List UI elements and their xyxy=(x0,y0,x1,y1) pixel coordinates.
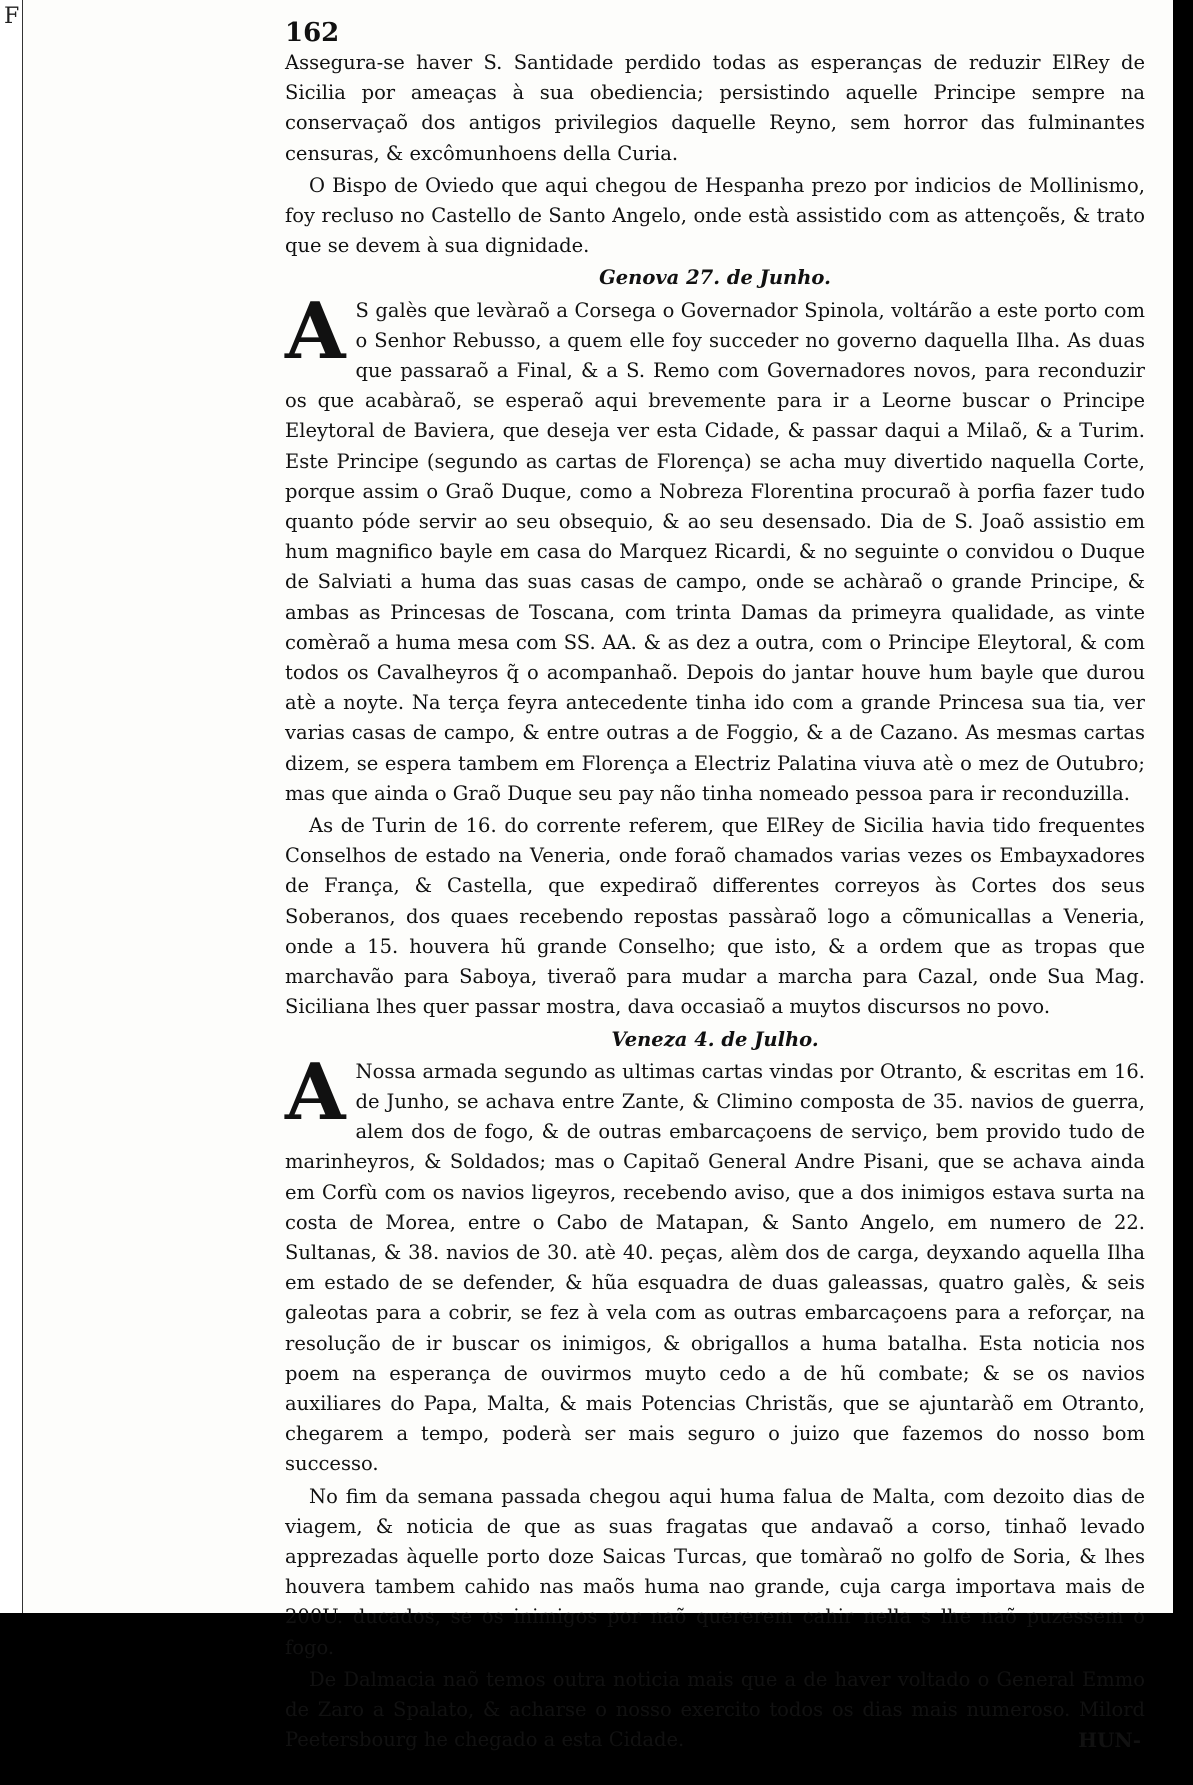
genova-paragraph-1-text: S galès que levàraõ a Corsega o Governador Spinola, voltárão a este porto com o Senhor Rebusso, a quem elle foy succeder no governo daquella Ilha. As duas que passaraõ a Final, & a S. Remo com Governadores novos, para reconduzir os que acabàraõ, se esperaõ aqui brevemente para ir a Leorne buscar o Principe Eleytoral de Baviera, que deseja ver esta Cidade, & passar daqui a Milaõ, & a Turim. Este Principe (segundo as cartas de Florença) se acha muy divertido naquella Corte, porque assim o Graõ Duque, como a Nobreza Florentina procuraõ à porfia fazer tudo quanto póde servir ao seu obsequio, & ao seu desensado. Dia de S. Joaõ assistio em hum magnifico bayle em casa do Marquez Ricardi, & no seguinte o convidou o Duque de Salviati a huma das suas casas de campo, onde se achàraõ o grande Principe, & ambas as Princesas de Toscana, com trinta Damas da primeyra qualidade, as vinte comèraõ a huma mesa com SS. AA. & as dez a outra, com o Principe Eleytoral, & com todos os Cavalheyros q̃ o acompanhaõ. Depois do jantar houve hum bayle que durou atè a noyte. Na terça feyra antecedente tinha ido com a grande Princesa sua tia, ver varias casas de campo, & entre outras a de Foggio, & a de Cazano. As mesmas cartas dizem, se espera tambem em Florença a Electriz Palatina viuva atè o mez de Outubro; mas que ainda o Graõ Duque seu pay não tinha nomeado pessoa para ir reconduzilla. xyxy=(285,298,1145,805)
genova-paragraph-1 xyxy=(285,285,1145,809)
veneza-paragraph-2: No fim da semana passada chegou aqui huma falua de Malta, com dezoito dias de viagem, & noticia de que as suas fragatas que andavaõ a corso, tinhaõ levado apprezadas àquelle porto doze Saicas Turcas, que tomàraõ no golfo de Soria, & lhes houvera tambem cahido nas maõs huma nao grande, cuja carga importava mais de 200U. ducados, se os inimigos por naõ quererem cahir nella s lhe naõ puzessem o fogo. xyxy=(285,1484,1145,1659)
roma-paragraph-1: Assegura-se haver S. Santidade perdido todas as esperanças de reduzir ElRey de Sicilia por ameaças à sua obediencia; persistindo aquelle Principe sempre na conservaçaõ dos antigos privilegios daquelle Reyno, sem horror das fulminantes censuras, & excômunhoens della Curia. xyxy=(285,51,1145,165)
catchword: HUN- xyxy=(1078,1728,1141,1753)
newspaper-page xyxy=(22,0,1173,1753)
page-content xyxy=(285,18,1145,1785)
left-margin xyxy=(0,0,22,1613)
roma-paragraph-2: O Bispo de Oviedo que aqui chegou de Hespanha prezo por indicios de Mollinismo, foy recluso no Castello de Santo Angelo, onde està assistido com as attençoẽs, & trato que se devem à sua dignidade. xyxy=(285,173,1145,258)
genova-dateline: Genova 27. de Junho. xyxy=(599,266,831,290)
veneza-dropcap: A xyxy=(285,1046,346,1138)
margin-mark: F xyxy=(4,4,20,29)
veneza-paragraph-3: De Dalmacia naõ temos outra noticia mais que a de haver voltado o General Emmo de Zaro a Spalato, & acharse o nosso exercito todos os dias mais numeroso. Milord Peetersbourg he chegado a esta Cidade. xyxy=(285,1667,1145,1752)
veneza-paragraph-1 xyxy=(285,1046,1145,1480)
page-number: 162 xyxy=(285,18,340,48)
veneza-paragraph-1-text: Nossa armada segundo as ultimas cartas vindas por Otranto, & escritas em 16. de Junho, se achava entre Zante, & Climino composta de 35. navios de guerra, alem dos de fogo, & de outras embarcaçoens de serviço, bem provido tudo de marinheyros, & Soldados; mas o Capitaõ General Andre Pisani, que se achava ainda em Corfù com os navios ligeyros, recebendo aviso, que a dos inimigos estava surta na costa de Morea, entre o Cabo de Matapan, & Santo Angelo, em numero de 22. Sultanas, & 38. navios de 30. atè 40. peças, alèm dos de carga, deyxando aquella Ilha em estado de se defender, & hũa esquadra de duas galeassas, quatro galès, & seis galeotas para a cobrir, se fez à vela com as outras embarcaçoens para a reforçar, na resolução de ir buscar os inimigos, & obrigallos a huma batalha. Esta noticia nos poem na esperança de ouvirmos muyto cedo a de hũ combate; & se os navios auxiliares do Papa, Malta, & mais Potencias Christãs, que se ajuntaràõ em Otranto, chegarem a tempo, poderà ser mais seguro o juizo que fazemos do nosso bom successo. xyxy=(285,1059,1145,1476)
genova-paragraph-2: As de Turin de 16. do corrente referem, que ElRey de Sicilia havia tido frequentes Conselhos de estado na Veneria, onde foraõ chamados varias vezes os Embayxadores de França, & Castella, que expediraõ differentes correyos às Cortes dos seus Soberanos, dos quaes recebendo repostas passàraõ logo a cõmunicallas a Veneria, onde a 15. houvera hũ grande Conselho; que isto, & a ordem que as tropas que marchavão para Saboya, tiveraõ para mudar a marcha para Cazal, onde Sua Mag. Siciliana lhes quer passar mostra, dava occasiaõ a muytos discursos no povo. xyxy=(285,814,1145,1019)
genova-dropcap: A xyxy=(285,285,346,377)
veneza-dateline: Veneza 4. de Julho. xyxy=(611,1027,819,1051)
catchword-row xyxy=(285,1728,1145,1785)
